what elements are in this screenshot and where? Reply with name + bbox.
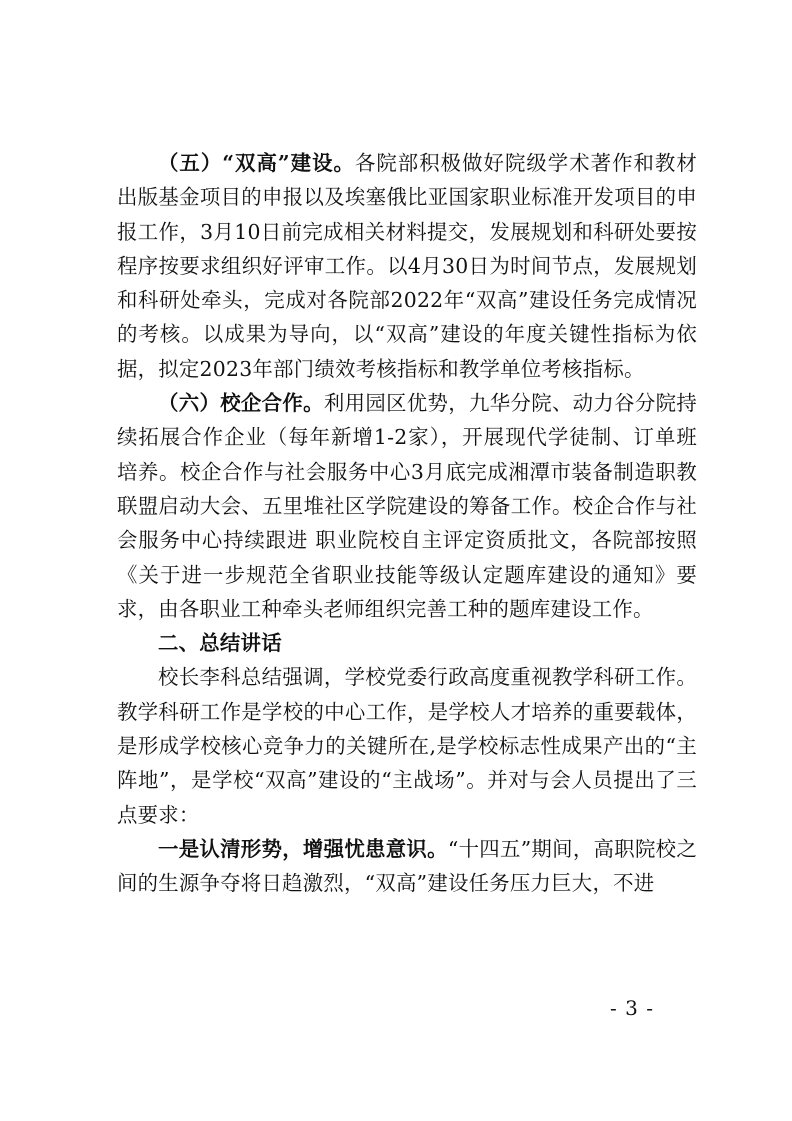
paragraph-double-high <box>117 146 697 386</box>
paragraph-school-enterprise <box>117 386 697 626</box>
paragraph-heading-school-enterprise: （六）校企合作。 <box>158 391 324 416</box>
paragraph-requirement-one <box>117 832 697 901</box>
paragraph-text-school-enterprise: 利用园区优势，九华分院、动力谷分院持续拓展合作企业（每年新增1-2家），开展现代学徒制、订单班培养。校企合作与社会服务中心3月底完成湘潭市装备制造职教联盟启动大会、五里堆社区学院建设的筹备工作。校企合作与社会服务中心持续跟进 职业院校自主评定资质批文，各院部按照《关于进一步规范全省职业技能等级认定题库建设的通知》要求，由各职业工种牵头老师组织完善工种的题库建设工作。 <box>117 391 697 621</box>
document-body <box>117 146 697 901</box>
section-heading-summary: 二、总结讲话 <box>158 631 282 656</box>
paragraph-heading-double-high: （五）“双高”建设。 <box>158 151 355 175</box>
page-number: - 3 - <box>610 996 654 1020</box>
paragraph-text-double-high: 各院部积极做好院级学术著作和教材出版基金项目的申报以及埃塞俄比亚国家职业标准开发项目的申报工作，3月10日前完成相关材料提交，发展规划和科研处要按程序按要求组织好评审工作。以4月30日为时间节点，发展规划和科研处牵头，完成对各院部2022年“双高”建设任务完成情况的考核。以成果为导向，以“双高”建设的年度关键性指标为依据，拟定2023年部门绩效考核指标和教学单位考核指标。 <box>117 151 697 381</box>
paragraph-text-requirement-one: “十四五”期间，高职院校之间的生源争夺将日趋激烈，“双高”建设任务压力巨大，不进 <box>117 836 697 896</box>
paragraph-summary-speech: 校长李科总结强调，学校党委行政高度重视教学科研工作。教学科研工作是学校的中心工作，是学校人才培养的重要载体，是形成学校核心竞争力的关键所在,是学校标志性成果产出的“主阵地”，是学校“双高”建设的“主战场”。并对与会人员提出了三点要求： <box>117 665 697 827</box>
paragraph-heading-requirement-one: 一是认清形势，增强忧患意识。 <box>158 836 448 861</box>
